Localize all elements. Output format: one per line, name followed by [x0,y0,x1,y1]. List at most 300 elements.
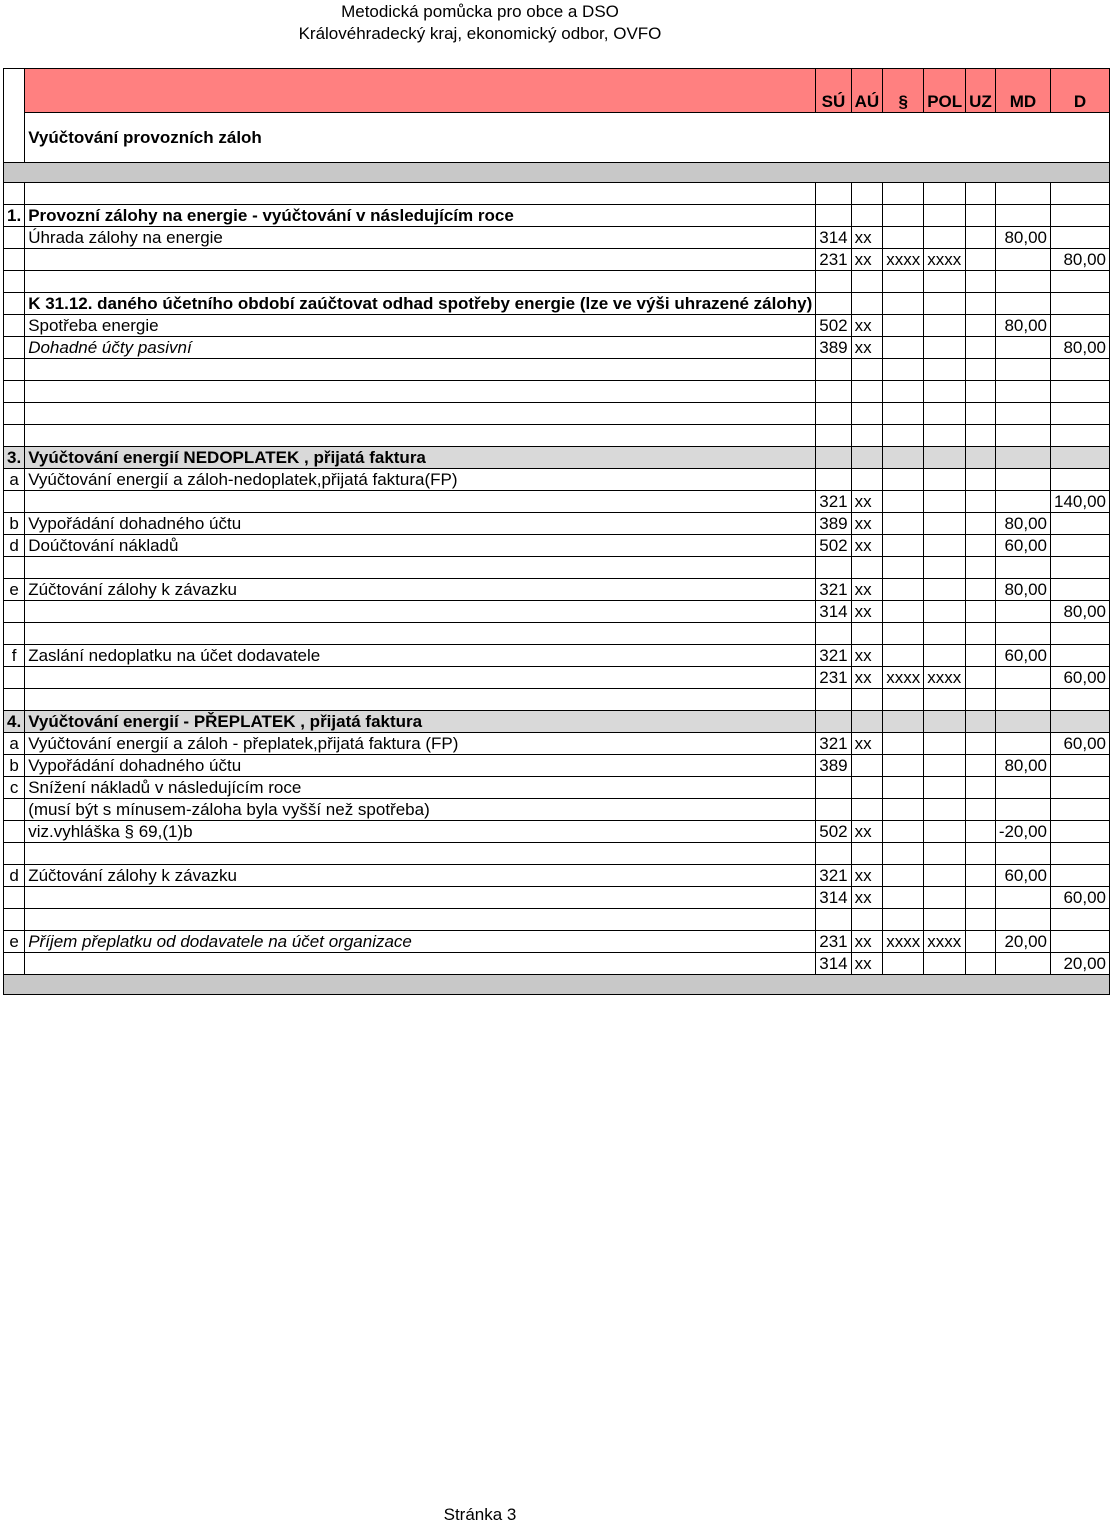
row-label: d [4,865,25,887]
table-row [4,821,1110,843]
row-label-empty [4,909,25,931]
row-pol [924,799,966,821]
row-uz-empty [966,271,996,293]
row-md-empty [995,843,1050,865]
row-d [1051,711,1110,733]
row-paragraph [883,469,924,491]
row-pol-empty [924,557,966,579]
row-d-empty [1051,843,1110,865]
row-label-empty [4,183,25,205]
row-md-empty [995,271,1050,293]
row-label [4,227,25,249]
row-uz [966,777,996,799]
row-su [816,777,851,799]
row-su [816,293,851,315]
table-row [4,557,1110,579]
row-pol-empty [924,183,966,205]
row-au-empty [851,359,883,381]
row-d-empty [1051,689,1110,711]
row-su-empty [816,623,851,645]
row-d [1051,293,1110,315]
row-uz-empty [966,403,996,425]
row-paragraph [883,293,924,315]
row-description-empty [25,183,816,205]
row-au [851,469,883,491]
row-d: 80,00 [1051,601,1110,623]
row-paragraph [883,755,924,777]
row-uz-empty [966,359,996,381]
row-md-empty [995,381,1050,403]
table-row [4,535,1110,557]
accounting-sheet [3,68,1110,995]
header-line-1: Metodická pomůcka pro obce a DSO [341,2,619,21]
row-pol-empty [924,843,966,865]
row-description [25,667,816,689]
table-row [4,163,1110,183]
row-label [4,667,25,689]
row-label [4,315,25,337]
table-row [4,711,1110,733]
row-label: f [4,645,25,667]
row-d [1051,469,1110,491]
row-au-empty [851,557,883,579]
row-paragraph [883,535,924,557]
row-description [25,953,816,975]
row-su [816,711,851,733]
row-su: 321 [816,645,851,667]
table-row [4,953,1110,975]
row-md-empty [995,425,1050,447]
row-paragraph [883,315,924,337]
row-d: 80,00 [1051,249,1110,271]
row-au: xx [851,227,883,249]
row-paragraph-empty [883,271,924,293]
table-row [4,667,1110,689]
row-label: 1. [4,205,25,227]
row-su: 502 [816,315,851,337]
row-label: e [4,579,25,601]
table-row [4,887,1110,909]
row-md [995,337,1050,359]
table-row [4,513,1110,535]
row-pol-empty [924,271,966,293]
table-row [4,579,1110,601]
row-uz [966,667,996,689]
title-row [4,113,1110,163]
table-row [4,645,1110,667]
row-su: 231 [816,249,851,271]
row-pol [924,953,966,975]
row-pol [924,645,966,667]
row-uz-empty [966,909,996,931]
header-line-2: Královéhradecký kraj, ekonomický odbor, OVFO [298,24,662,43]
table-row [4,381,1110,403]
row-su-empty [816,909,851,931]
row-md-empty [995,623,1050,645]
table-row [4,271,1110,293]
row-d [1051,931,1110,953]
table-row [4,447,1110,469]
table-row [4,403,1110,425]
row-d-empty [1051,425,1110,447]
table-row [4,931,1110,953]
row-md: 80,00 [995,755,1050,777]
row-md-empty [995,183,1050,205]
table-row [4,469,1110,491]
row-description: Doúčtování nákladů [25,535,816,557]
row-md [995,601,1050,623]
row-label: e [4,931,25,953]
row-md [995,249,1050,271]
row-paragraph [883,205,924,227]
row-d-empty [1051,271,1110,293]
row-uz [966,249,996,271]
row-au [851,205,883,227]
row-md: 80,00 [995,227,1050,249]
row-md-empty [995,557,1050,579]
row-au [851,293,883,315]
row-su: 389 [816,755,851,777]
row-md-empty [995,689,1050,711]
row-su [816,469,851,491]
row-d [1051,513,1110,535]
row-uz [966,711,996,733]
table-row [4,799,1110,821]
row-su [816,799,851,821]
row-pol [924,293,966,315]
row-uz [966,953,996,975]
row-au: xx [851,535,883,557]
row-uz [966,931,996,953]
row-pol [924,865,966,887]
row-pol: xxxx [924,667,966,689]
row-paragraph: xxxx [883,249,924,271]
row-d-empty [1051,623,1110,645]
row-md: 60,00 [995,535,1050,557]
row-d: 60,00 [1051,887,1110,909]
table-row [4,315,1110,337]
row-au [851,799,883,821]
row-pol-empty [924,623,966,645]
table-row [4,623,1110,645]
row-au-empty [851,843,883,865]
table-row [4,755,1110,777]
row-pol [924,227,966,249]
row-au: xx [851,865,883,887]
row-label-empty [4,843,25,865]
row-label [4,293,25,315]
row-d [1051,447,1110,469]
row-label [4,337,25,359]
row-au: xx [851,579,883,601]
row-d-empty [1051,381,1110,403]
row-uz [966,601,996,623]
row-description: K 31.12. daného účetního období zaúčtovat odhad spotřeby energie (lze ve výši uhrazené zálohy) [25,293,816,315]
row-description: Vyúčtování energií - PŘEPLATEK , přijatá faktura [25,711,816,733]
row-au-empty [851,381,883,403]
row-description-empty [25,403,816,425]
row-description-empty [25,425,816,447]
row-md [995,711,1050,733]
row-uz [966,205,996,227]
row-paragraph [883,799,924,821]
table-row [4,491,1110,513]
row-paragraph-empty [883,381,924,403]
row-su [816,447,851,469]
row-pol [924,513,966,535]
row-su-empty [816,359,851,381]
row-pol [924,887,966,909]
row-description [25,601,816,623]
row-md: -20,00 [995,821,1050,843]
row-uz [966,491,996,513]
row-d-empty [1051,403,1110,425]
row-paragraph [883,337,924,359]
row-d [1051,777,1110,799]
row-md: 80,00 [995,315,1050,337]
row-description: Provozní zálohy na energie - vyúčtování v následujícím roce [25,205,816,227]
row-description-empty [25,271,816,293]
row-md-empty [995,403,1050,425]
row-uz [966,755,996,777]
row-label [4,249,25,271]
row-uz [966,447,996,469]
row-pol [924,755,966,777]
row-label-empty [4,425,25,447]
row-su-empty [816,843,851,865]
col-paragraph: § [883,69,924,113]
row-uz [966,799,996,821]
row-description-empty [25,557,816,579]
row-au: xx [851,931,883,953]
row-su: 389 [816,513,851,535]
row-label-empty [4,381,25,403]
row-uz [966,315,996,337]
row-paragraph-empty [883,909,924,931]
row-pol [924,447,966,469]
row-label [4,799,25,821]
row-label: b [4,513,25,535]
row-uz [966,579,996,601]
row-description-empty [25,623,816,645]
row-label: a [4,733,25,755]
row-md-empty [995,909,1050,931]
row-au [851,777,883,799]
table-row [4,733,1110,755]
row-md [995,293,1050,315]
row-paragraph: xxxx [883,931,924,953]
row-description: viz.vyhláška § 69,(1)b [25,821,816,843]
row-uz [966,645,996,667]
row-paragraph [883,865,924,887]
row-au [851,711,883,733]
row-uz [966,469,996,491]
row-md-empty [995,359,1050,381]
row-label: 4. [4,711,25,733]
row-su-empty [816,689,851,711]
row-md [995,777,1050,799]
row-su: 321 [816,733,851,755]
row-paragraph-empty [883,623,924,645]
row-label: 3. [4,447,25,469]
row-uz-empty [966,689,996,711]
col-su: SÚ [816,69,851,113]
row-description-empty [25,909,816,931]
row-su: 321 [816,491,851,513]
row-d-empty [1051,183,1110,205]
row-paragraph [883,227,924,249]
row-pol-empty [924,381,966,403]
row-paragraph-empty [883,403,924,425]
row-au-empty [851,425,883,447]
row-uz [966,535,996,557]
row-pol-empty [924,909,966,931]
row-pol [924,205,966,227]
row-description: Vyúčtování energií NEDOPLATEK , přijatá faktura [25,447,816,469]
row-uz-empty [966,843,996,865]
header-spacer-cell [4,69,25,163]
row-d [1051,205,1110,227]
row-au: xx [851,249,883,271]
row-md: 80,00 [995,513,1050,535]
row-description: Zúčtování zálohy k závazku [25,579,816,601]
row-au [851,447,883,469]
row-md [995,953,1050,975]
row-paragraph [883,491,924,513]
table-row [4,909,1110,931]
row-paragraph [883,887,924,909]
row-pol: xxxx [924,249,966,271]
row-pol [924,601,966,623]
table-row [4,227,1110,249]
table-row [4,359,1110,381]
row-description-empty [25,381,816,403]
row-description: Příjem přeplatku od dodavatele na účet organizace [25,931,816,953]
row-au-empty [851,183,883,205]
row-paragraph [883,579,924,601]
row-au: xx [851,645,883,667]
row-pol [924,469,966,491]
row-su-empty [816,183,851,205]
row-au: xx [851,513,883,535]
gray-separator [4,975,1110,995]
row-uz [966,227,996,249]
row-description-empty [25,843,816,865]
row-label [4,601,25,623]
row-su: 314 [816,601,851,623]
table-row [4,249,1110,271]
row-su: 502 [816,535,851,557]
table-row [4,337,1110,359]
row-au-empty [851,689,883,711]
row-su: 321 [816,865,851,887]
row-su: 314 [816,887,851,909]
row-description [25,887,816,909]
row-d-empty [1051,359,1110,381]
row-su-empty [816,271,851,293]
row-paragraph-empty [883,557,924,579]
row-pol-empty [924,425,966,447]
row-uz-empty [966,183,996,205]
row-paragraph-empty [883,425,924,447]
row-paragraph [883,821,924,843]
row-pol [924,733,966,755]
row-d [1051,315,1110,337]
table-row [4,689,1110,711]
row-pol [924,315,966,337]
col-pol: POL [924,69,966,113]
row-md [995,469,1050,491]
row-paragraph: xxxx [883,667,924,689]
col-uz: UZ [966,69,996,113]
row-md [995,491,1050,513]
row-su: 502 [816,821,851,843]
row-md [995,205,1050,227]
col-md: MD [995,69,1050,113]
col-d: D [1051,69,1110,113]
row-uz [966,821,996,843]
row-paragraph-empty [883,843,924,865]
row-label: c [4,777,25,799]
row-paragraph [883,733,924,755]
row-pol-empty [924,359,966,381]
row-uz [966,513,996,535]
row-paragraph [883,513,924,535]
row-pol [924,777,966,799]
row-pol [924,579,966,601]
table-row [4,183,1110,205]
row-description-empty [25,689,816,711]
row-uz-empty [966,381,996,403]
row-au: xx [851,821,883,843]
row-label-empty [4,689,25,711]
row-pol [924,821,966,843]
title-pink-cell [25,69,816,113]
table-row [4,975,1110,995]
row-description [25,491,816,513]
table-row [4,865,1110,887]
row-d [1051,865,1110,887]
row-paragraph [883,711,924,733]
row-d [1051,227,1110,249]
row-d [1051,535,1110,557]
row-description: Úhrada zálohy na energie [25,227,816,249]
row-d: 140,00 [1051,491,1110,513]
row-description: Snížení nákladů v následujícím roce [25,777,816,799]
table-row [4,205,1110,227]
row-description: Spotřeba energie [25,315,816,337]
row-au [851,755,883,777]
row-au: xx [851,491,883,513]
row-d: 60,00 [1051,733,1110,755]
row-su: 231 [816,667,851,689]
row-pol [924,711,966,733]
row-d: 20,00 [1051,953,1110,975]
row-au-empty [851,909,883,931]
row-md [995,887,1050,909]
row-md [995,733,1050,755]
row-pol-empty [924,403,966,425]
row-au: xx [851,953,883,975]
row-description: Vypořádání dohadného účtu [25,755,816,777]
row-md [995,799,1050,821]
column-header-row [4,69,1110,113]
row-label-empty [4,557,25,579]
row-paragraph-empty [883,689,924,711]
row-pol: xxxx [924,931,966,953]
row-pol [924,337,966,359]
row-au-empty [851,403,883,425]
